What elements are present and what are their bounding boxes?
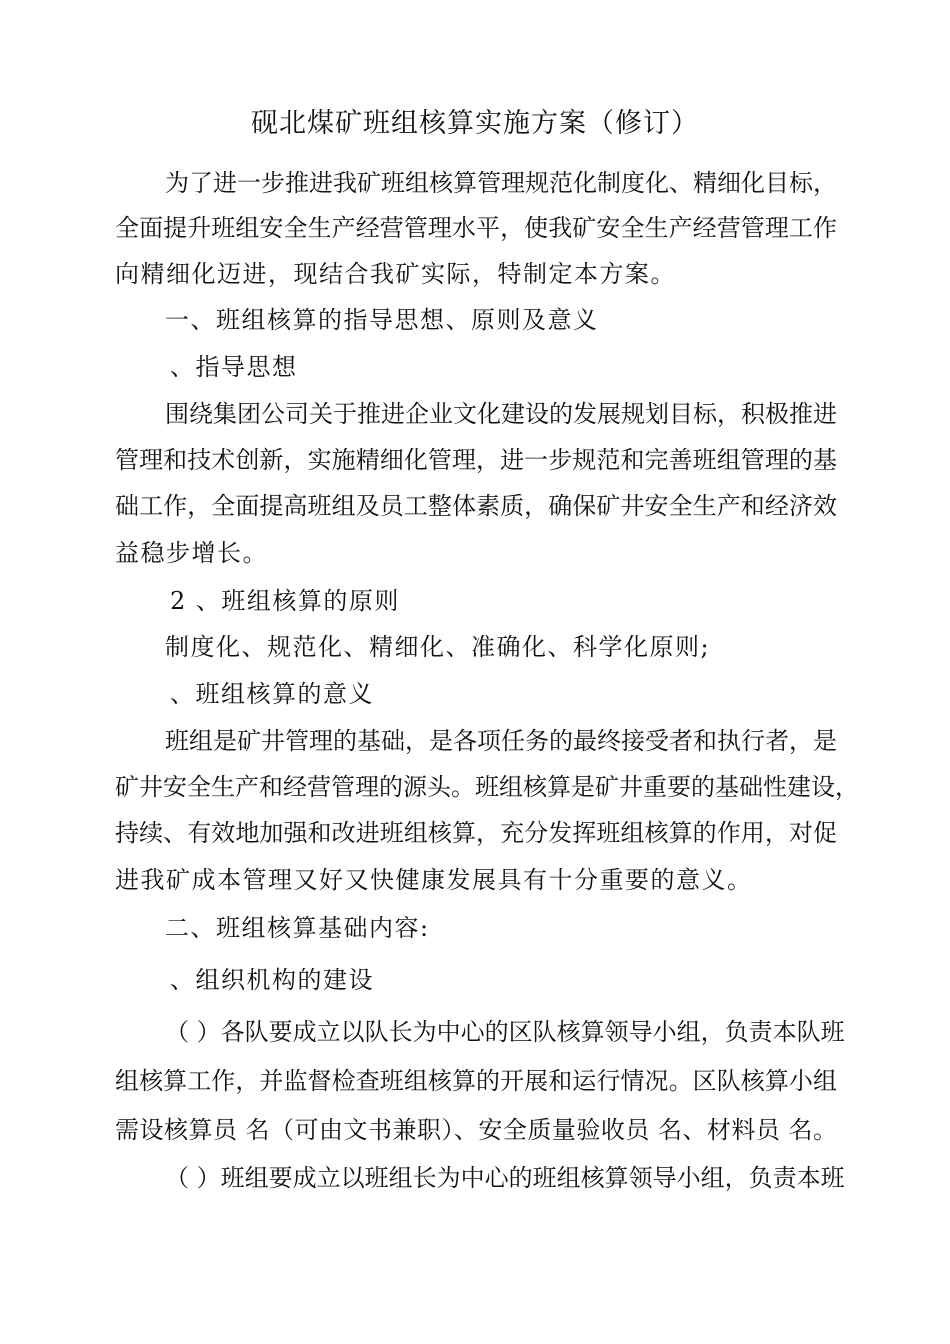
intro-line-2: 全面提升班组安全生产经营管理水平，使我矿安全生产经营管理工作 [115, 214, 837, 242]
organization-item-1-line-2: 组核算工作，并监督检查班组核算的开展和运行情况。区队核算小组 [115, 1067, 837, 1095]
intro-line-1: 为了进一步推进我矿班组核算管理规范化制度化、精细化目标， [165, 169, 837, 197]
significance-line-1: 班组是矿井管理的基础，是各项任务的最终接受者和执行者，是 [165, 727, 837, 755]
organization-item-1-line-1: （ ）各队要成立以队长为中心的区队核算领导小组，负责本队班 [165, 1018, 845, 1046]
guiding-line-1: 围绕集团公司关于推进企业文化建设的发展规划目标，积极推进 [165, 400, 837, 428]
section-1-heading: 一、班组核算的指导思想、原则及意义 [165, 306, 599, 334]
organization-item-2-line-1: （ ）班组要成立以班组长为中心的班组核算领导小组，负责本班 [165, 1164, 845, 1192]
intro-line-3: 向精细化迈进，现结合我矿实际，特制定本方案。 [115, 260, 676, 288]
document-title: 砚北煤矿班组核算实施方案（修订） [251, 108, 699, 139]
significance-line-4: 进我矿成本管理又好又快健康发展具有十分重要的意义。 [115, 866, 753, 894]
guiding-line-3: 础工作，全面提高班组及员工整体素质，确保矿井安全生产和经济效 [115, 492, 837, 520]
organization-item-1-line-3: 需设核算员 名（可由文书兼职）、安全质量验收员 名、材料员 名。 [115, 1116, 837, 1144]
guiding-line-2: 管理和技术创新，实施精细化管理，进一步规范和完善班组管理的基 [115, 446, 837, 474]
principle-line-1: 制度化、规范化、精细化、准确化、科学化原则; [165, 633, 711, 661]
significance-line-2: 矿井安全生产和经营管理的源头。班组核算是矿井重要的基础性建设， [115, 773, 859, 801]
guiding-heading: 、指导思想 [170, 353, 298, 381]
section-2-heading: 二、班组核算基础内容: [165, 914, 430, 942]
significance-line-3: 持续、有效地加强和改进班组核算，充分发挥班组核算的作用，对促 [115, 819, 837, 847]
significance-heading: 、班组核算的意义 [170, 680, 374, 708]
guiding-line-4: 益稳步增长。 [115, 539, 268, 567]
principle-heading: 2 、班组核算的原则 [170, 587, 400, 615]
organization-heading: 、组织机构的建设 [170, 966, 374, 994]
